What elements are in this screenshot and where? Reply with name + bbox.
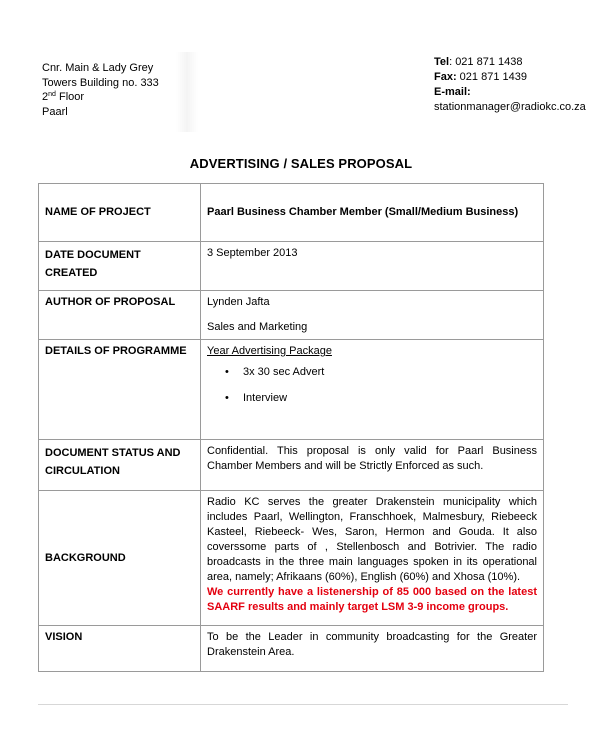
fax-value: 021 871 1439 [456,71,527,83]
vision-label: VISION [39,626,201,672]
tel-line [434,55,586,70]
floor-ordinal: nd [48,91,56,98]
author-value [201,291,544,340]
table-row-date [39,242,544,291]
background-label: BACKGROUND [39,491,201,626]
status-value: Confidential. This proposal is only valid for Paarl Business Chamber Members and will be Strictly Enforced as such. [201,440,544,491]
project-value: Paarl Business Chamber Member (Small/Medium Business) [201,184,544,242]
vision-value: To be the Leader in community broadcasting for the Greater Drakenstein Area. [201,626,544,672]
author-dept: Sales and Marketing [207,321,308,333]
table-row-author [39,291,544,340]
fax-label: Fax: [434,71,457,83]
floor-word: Floor [55,91,85,103]
table-row-status [39,440,544,491]
programme-package: Year Advertising Package [207,345,332,357]
tel-label: Tel [434,56,450,68]
tel-value: : 021 871 1438 [449,56,523,68]
fax-line [434,70,586,85]
background-value [201,491,544,626]
address-line-4: Paarl [42,105,68,118]
contact-details [434,55,586,115]
table-row-project [39,184,544,242]
background-text: Radio KC serves the greater Drakenstein municipality which includes Paarl, Wellington, Franschhoek, Malmesbury, Riebeeck Kasteel, Riebeeck- Wes, Saron, Hermon and Gouda. It also coverssome parts of , Stellenbosch and Botrivier. The radio broadcasts in the three main languages spoken in its operational area, namely; Afrikaans (60%), English (60%) and Xhosa (10%). [207,496,537,583]
address-line-2: Towers Building no. 333 [42,76,159,89]
email-value: stationmanager@radiokc.co.za [434,101,586,113]
address-line-1: Cnr. Main & Lady Grey [42,62,154,74]
programme-label: DETAILS OF PROGRAMME [39,340,201,440]
date-value: 3 September 2013 [201,242,544,291]
author-name: Lynden Jafta [207,296,270,308]
status-label: DOCUMENT STATUS AND CIRCULATION [39,440,201,491]
programme-value [201,340,544,440]
table-row-programme [39,340,544,440]
background-highlight: We currently have a listenership of 85 000 based on the latest SAARF results and mainly target LSM 3-9 income groups. [207,586,537,613]
proposal-table [38,183,544,672]
floor-number: 2 [42,91,49,103]
date-label: DATE DOCUMENT CREATED [39,242,201,291]
list-item: • Interview [225,392,288,404]
sender-address [42,61,159,119]
table-row-vision [39,626,544,672]
page-gutter-shade [176,52,198,132]
table-row-background [39,491,544,626]
project-label: NAME OF PROJECT [39,184,201,242]
document-title: ADVERTISING / SALES PROPOSAL [189,156,413,171]
address-line-3 [42,90,159,105]
page-bottom-rule [38,704,568,705]
list-item: • 3x 30 sec Advert [225,366,325,378]
author-label: AUTHOR OF PROPOSAL [39,291,201,340]
programme-items [207,365,537,406]
email-label: E-mail: [434,86,471,98]
